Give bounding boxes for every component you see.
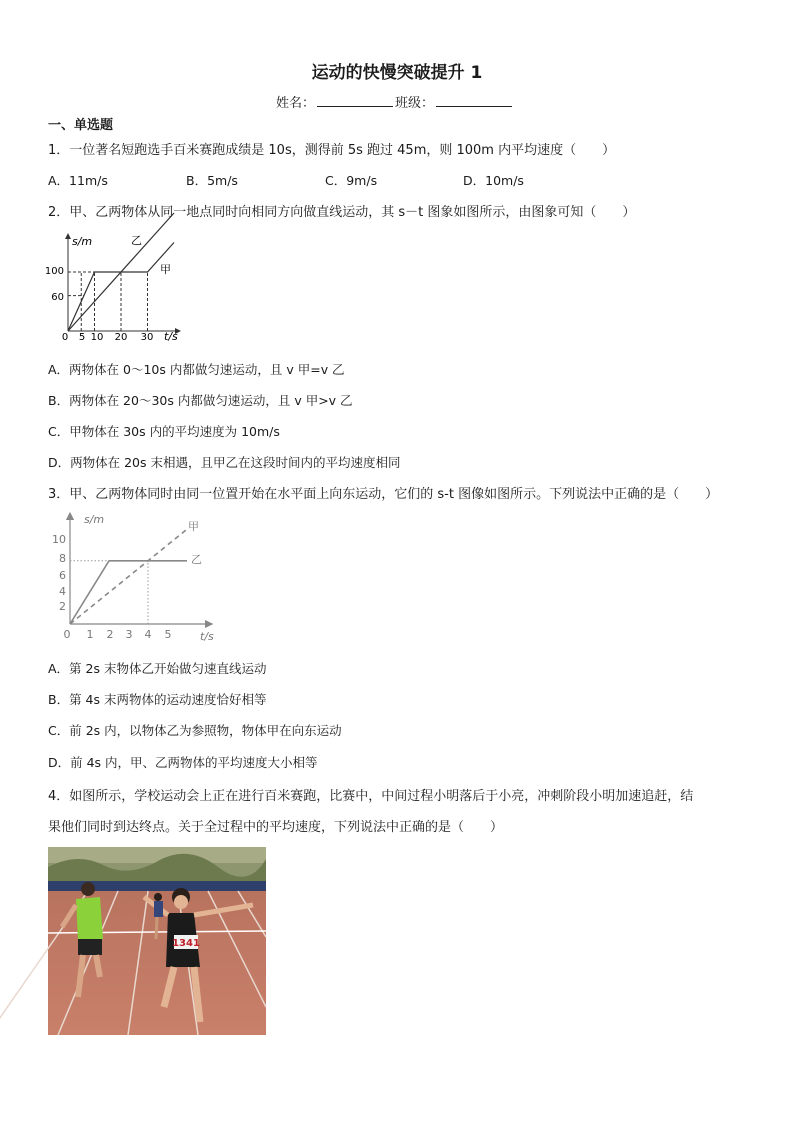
name-blank[interactable] [317, 94, 393, 107]
q2-series-label-yi: 乙 [131, 234, 142, 247]
q3-x-tick-4: 4 [144, 628, 152, 641]
q3-series-label-jia: 甲 [188, 520, 199, 533]
q3-option-a[interactable]: A．第 2s 末物体乙开始做匀速直线运动 [48, 661, 267, 676]
name-label: 姓名： [276, 96, 316, 111]
q1-option-d[interactable]: D．10m/s [463, 173, 524, 188]
race-photo-drawing [48, 847, 266, 1035]
q2-option-c[interactable]: C．甲物体在 30s 内的平均速度为 10m/s [48, 424, 280, 439]
q3-x-tick-3: 3 [125, 628, 133, 641]
q3-option-c[interactable]: C．前 2s 内，以物体乙为参照物，物体甲在向东运动 [48, 723, 342, 738]
class-label: 班级： [395, 96, 435, 111]
q2-x-tick-0: 0 [61, 332, 69, 343]
q3-st-graph [50, 507, 225, 647]
q2-guide-lines [68, 272, 148, 331]
q2-option-d[interactable]: D．两物体在 20s 末相遇，且甲乙在这段时间内的平均速度相同 [48, 455, 401, 470]
q1-option-a[interactable]: A．11m/s [48, 173, 108, 188]
q1-option-c[interactable]: C．9m/s [325, 173, 378, 188]
q2-x-tick-10: 10 [90, 332, 104, 343]
q2-series-jia-line [68, 243, 174, 332]
q3-y-tick-6: 6 [59, 569, 66, 582]
q2-st-graph [44, 228, 188, 343]
q3-x-tick-2: 2 [106, 628, 114, 641]
q3-option-b[interactable]: B．第 4s 末两物体的运动速度恰好相等 [48, 692, 267, 707]
q3-x-tick-1: 1 [86, 628, 94, 641]
q3-y-tick-4: 4 [59, 585, 66, 598]
student-info-line [276, 92, 514, 111]
q3-text: 3．甲、乙两物体同时由同一位置开始在水平面上向东运动，它们的 s-t 图像如图所示。下列说法中正确的是（ ） [48, 487, 719, 502]
race-photo [48, 847, 266, 1035]
q2-y-label: s/m [72, 235, 93, 248]
section-heading: 一、单选题 [48, 118, 114, 133]
q3-y-tick-10: 10 [52, 533, 66, 546]
q3-x-label: t/s [200, 630, 214, 643]
q3-x-tick-0: 0 [63, 628, 71, 641]
q3-option-d[interactable]: D．前 4s 内，甲、乙两物体的平均速度大小相等 [48, 755, 318, 770]
q2-option-a[interactable]: A．两物体在 0～10s 内都做匀速运动，且 v 甲=v 乙 [48, 362, 345, 377]
q3-series [70, 529, 187, 624]
q2-x-tick-5: 5 [78, 332, 86, 343]
q2-x-label: t/s [164, 330, 178, 343]
q2-x-tick-30: 30 [140, 332, 154, 343]
q2-y-tick-100: 100 [44, 266, 64, 277]
q4-text-line1: 4．如图所示，学校运动会上正在进行百米赛跑，比赛中，中间过程小明落后于小亮，冲刺阶段小明加速追赶，结 [48, 789, 694, 804]
q3-y-tick-2: 2 [59, 600, 66, 613]
q3-series-jia-line [70, 529, 187, 624]
bib-number: 1341 [172, 938, 200, 949]
q2-series-label-jia: 甲 [160, 263, 171, 276]
q2-y-tick-60: 60 [51, 292, 64, 303]
q2-x-tick-20: 20 [114, 332, 128, 343]
q3-x-tick-5: 5 [164, 628, 172, 641]
class-blank[interactable] [436, 94, 512, 107]
q3-series-label-yi: 乙 [191, 553, 202, 566]
q4-text-line2: 果他们同时到达终点。关于全过程中的平均速度，下列说法中正确的是（ ） [48, 820, 504, 835]
q3-y-tick-8: 8 [59, 552, 66, 565]
page-title: 运动的快慢突破提升 1 [311, 63, 483, 83]
q1-option-b[interactable]: B．5m/s [186, 173, 238, 188]
q3-series-yi-line [70, 561, 187, 624]
q2-text: 2．甲、乙两物体从同一地点同时向相同方向做直线运动，其 s－t 图象如图所示，由图象可知（ ） [48, 205, 636, 220]
q3-y-label: s/m [84, 513, 105, 526]
q2-option-b[interactable]: B．两物体在 20～30s 内都做匀速运动，且 v 甲>v 乙 [48, 393, 353, 408]
q1-text: 1．一位著名短跑选手百米赛跑成绩是 10s，测得前 5s 跑过 45m，则 100m 内平均速度（ ） [48, 143, 616, 158]
